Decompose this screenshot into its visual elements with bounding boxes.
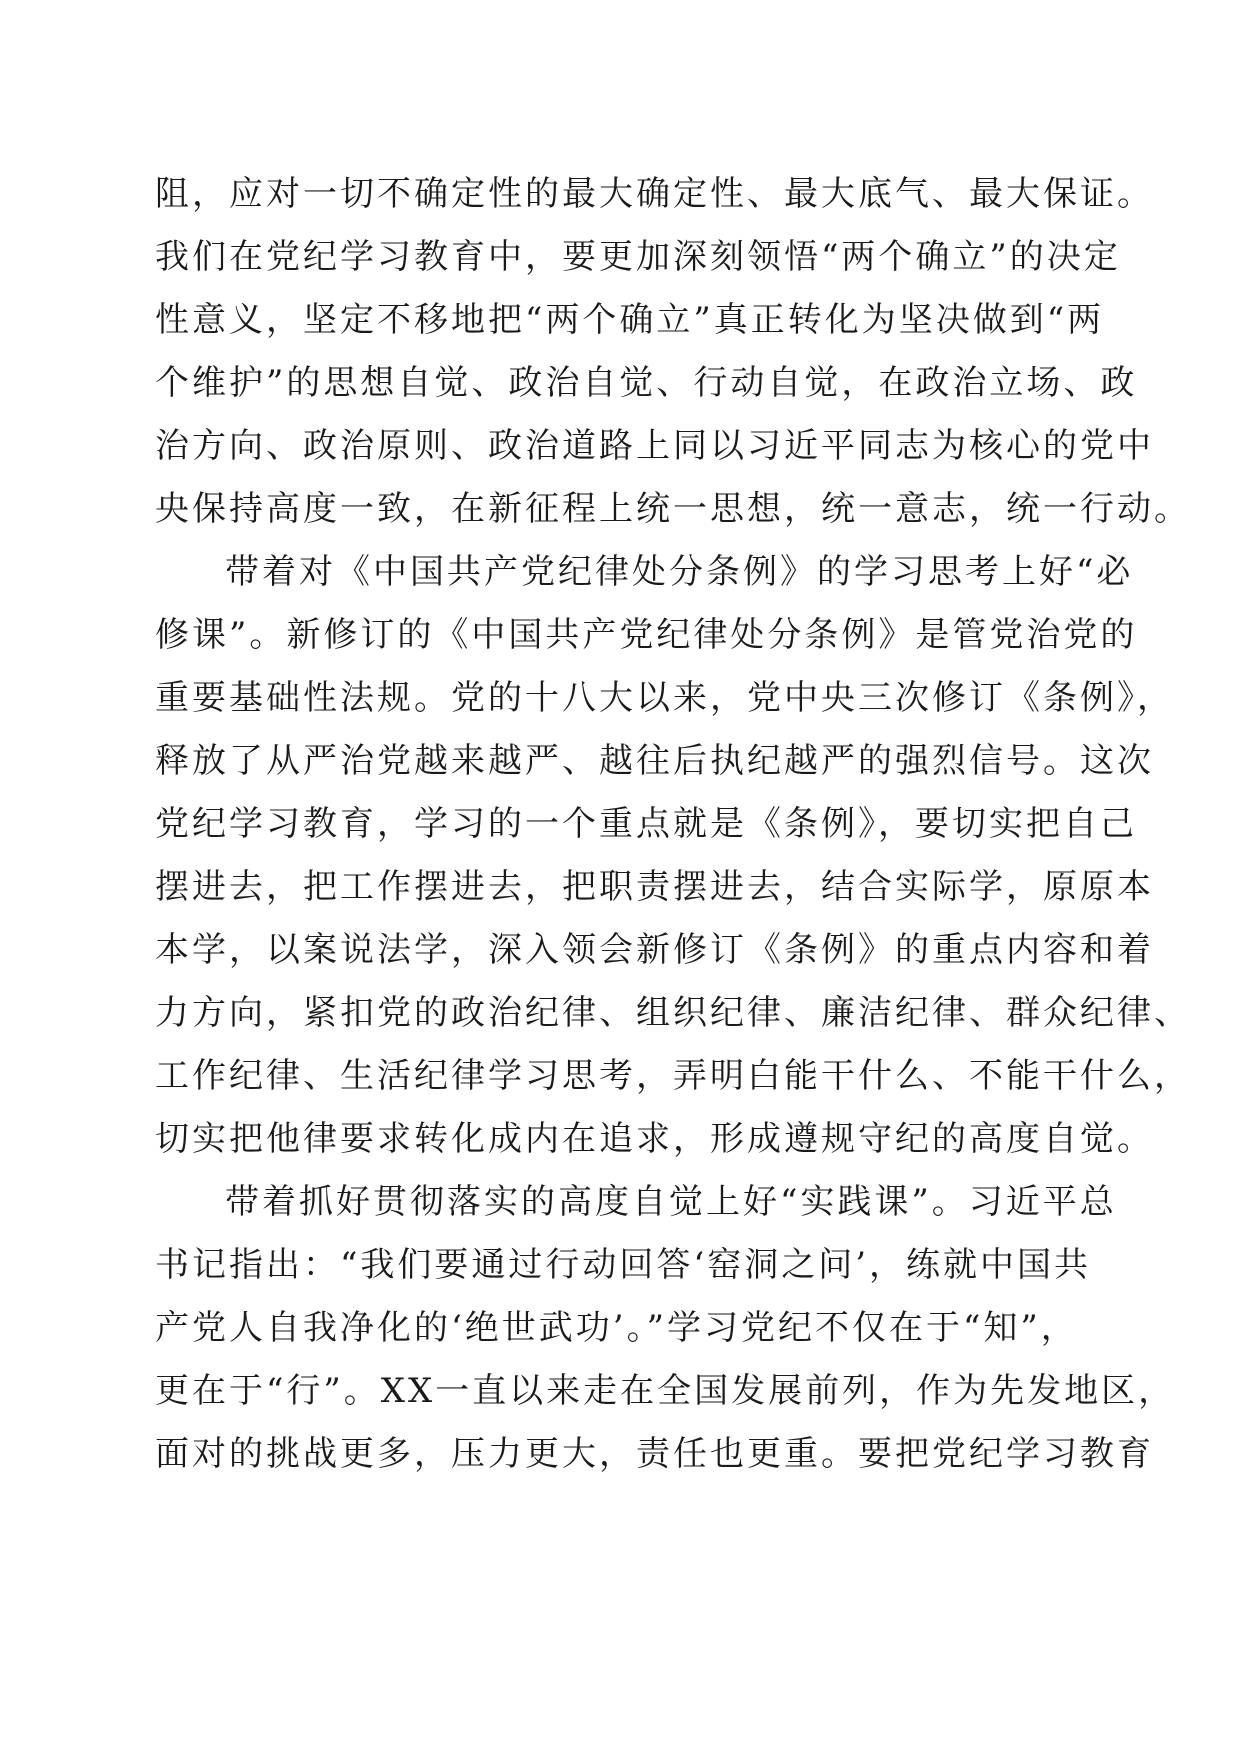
text-line: 本学，以案说法学，深入领会新修订《条例》的重点内容和着 <box>155 930 1154 970</box>
text-line: 书记指出：“我们要通过行动回答‘窑洞之问’，练就中国共 <box>155 1245 1091 1285</box>
text-line: 工作纪律、生活纪律学习思考，弄明白能干什么、不能干什么， <box>155 1056 1191 1096</box>
text-line: 我们在党纪学习教育中，要更加深刻领悟“两个确立”的决定 <box>155 237 1121 277</box>
text-line: 阻，应对一切不确定性的最大确定性、最大底气、最大保证。 <box>155 174 1154 214</box>
text-line: 产党人自我净化的‘绝世武功’。”学习党纪不仅在于“知”， <box>155 1308 1078 1348</box>
paragraph-start-line: 带着抓好贯彻落实的高度自觉上好“实践课”。习近平总 <box>225 1182 1117 1222</box>
text-line: 更在于“行”。XX一直以来走在全国发展前列，作为先发地区， <box>155 1371 1176 1411</box>
text-line: 重要基础性法规。党的十八大以来，党中央三次修订《条例》， <box>155 678 1174 718</box>
text-line: 力方向，紧扣党的政治纪律、组织纪律、廉洁纪律、群众纪律、 <box>155 993 1191 1033</box>
text-line: 党纪学习教育，学习的一个重点就是《条例》，要切实把自己 <box>155 804 1137 844</box>
text-line: 摆进去，把工作摆进去，把职责摆进去，结合实际学，原原本 <box>155 867 1154 907</box>
text-line: 面对的挑战更多，压力更大，责任也更重。要把党纪学习教育 <box>155 1434 1154 1474</box>
text-line: 切实把他律要求转化成内在追求，形成遵规守纪的高度自觉。 <box>155 1119 1154 1159</box>
text-line: 修课”。新修订的《中国共产党纪律处分条例》是管党治党的 <box>155 615 1138 655</box>
document-body <box>155 163 1191 1486</box>
text-line: 央保持高度一致，在新征程上统一思想，统一意志，统一行动。 <box>155 489 1191 529</box>
text-line: 个维护”的思想自觉、政治自觉、行动自觉，在政治立场、政 <box>155 363 1138 403</box>
text-line: 治方向、政治原则、政治道路上同以习近平同志为核心的党中 <box>155 426 1154 466</box>
text-line: 释放了从严治党越来越严、越往后执纪越严的强烈信号。这次 <box>155 741 1154 781</box>
paragraph-start-line: 带着对《中国共产党纪律处分条例》的学习思考上好“必 <box>225 552 1134 592</box>
text-line: 性意义，坚定不移地把“两个确立”真正转化为坚决做到“两 <box>155 300 1105 340</box>
